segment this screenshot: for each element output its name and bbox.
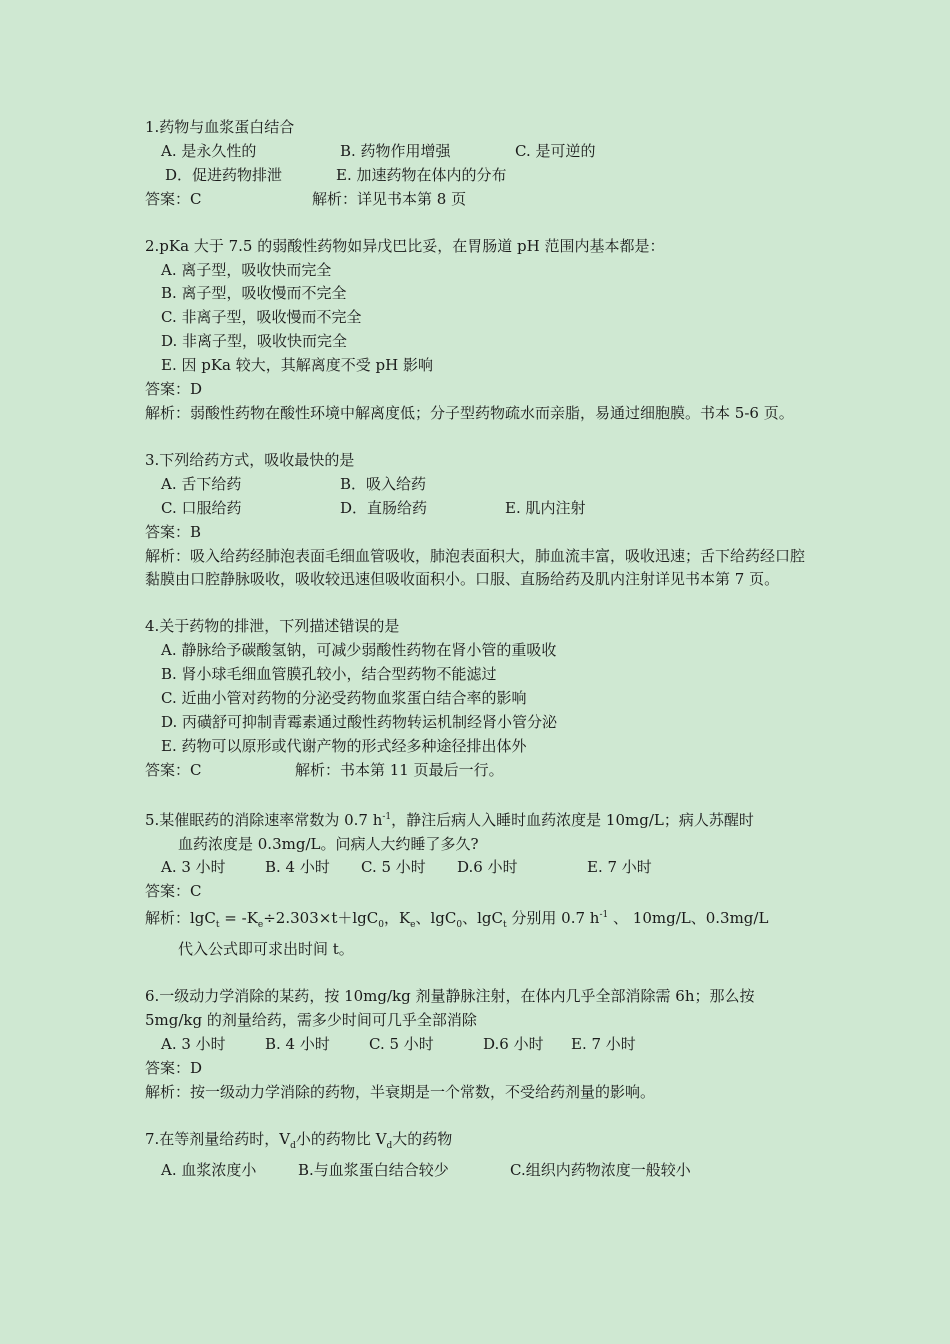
question-1 bbox=[145, 116, 815, 212]
question-6 bbox=[145, 985, 815, 1105]
option-e: E. 7 小时 bbox=[571, 1034, 636, 1053]
option-c: C. 非离子型，吸收慢而不完全 bbox=[161, 308, 362, 327]
question-2 bbox=[145, 235, 815, 426]
analysis: 解析：$\lg C_t = -K_e\div 2.303\times t+\lg C_0$，$K_e$、lgC$_0$、lgC$_t$ 分别用 0.7 $h^{-1}$ 、 10mg/L、0.3mg/L bbox=[145, 909, 769, 931]
question-list bbox=[145, 116, 815, 1205]
answer: 答案：D bbox=[145, 380, 203, 399]
option-row bbox=[145, 497, 815, 521]
question-5 bbox=[145, 806, 815, 962]
option-c: C. 口服给药 bbox=[161, 498, 242, 517]
option-d: D．促进药物排泄 bbox=[165, 165, 283, 184]
option-b: B．吸入给药 bbox=[340, 474, 427, 493]
option-row bbox=[145, 1033, 815, 1057]
option-b: B. 肾小球毛细血管膜孔较小，结合型药物不能滤过 bbox=[161, 665, 497, 684]
analysis-continued: 代入公式即可求出时间 t。 bbox=[178, 940, 354, 959]
question-stem: 7.在等剂量给药时，$V_d$小的药物比 $V_d$大的药物 bbox=[145, 1129, 453, 1151]
question-4 bbox=[145, 615, 815, 782]
question-stem: 1.药物与血浆蛋白结合 bbox=[145, 118, 295, 136]
option-row bbox=[145, 1159, 815, 1183]
option-d: D.6 小时 bbox=[483, 1034, 544, 1053]
option-a: A. 静脉给予碳酸氢钠，可减少弱酸性药物在肾小管的重吸收 bbox=[161, 641, 557, 660]
question-stem: 2.pKa 大于 7.5 的弱酸性药物如异戊巴比妥，在胃肠道 pH 范围内基本都是： bbox=[145, 236, 665, 255]
option-e: E. 7 小时 bbox=[587, 858, 652, 877]
option-row bbox=[145, 164, 815, 188]
option-d: D.6 小时 bbox=[457, 858, 518, 877]
option-c: C. 5 小时 bbox=[369, 1034, 434, 1053]
option-c: C. 5 小时 bbox=[361, 858, 426, 877]
analysis: 解析：按一级动力学消除的药物，半衰期是一个常数，不受给药剂量的影响。 bbox=[145, 1082, 656, 1101]
answer-row bbox=[145, 759, 815, 783]
option-a: A. 血浆浓度小 bbox=[161, 1160, 257, 1179]
analysis: 解析：详见书本第 8 页 bbox=[312, 189, 467, 208]
option-b: B.与血浆蛋白结合较少 bbox=[298, 1160, 449, 1179]
answer: 答案：D bbox=[145, 1058, 203, 1077]
question-stem: 6.一级动力学消除的某药，按 10mg/kg 剂量静脉注射，在体内几乎全部消除需 6h；那么按 5mg/kg 的剂量给药，需多少时间可几乎全部消除 bbox=[145, 987, 755, 1029]
option-row bbox=[145, 140, 815, 164]
question-stem: 4.关于药物的排泄，下列描述错误的是 bbox=[145, 617, 400, 636]
option-a: A. 3 小时 bbox=[161, 858, 226, 877]
option-a: A. 是永久性的 bbox=[161, 141, 257, 160]
option-a: A. 舌下给药 bbox=[161, 474, 242, 493]
option-b: B. 离子型，吸收慢而不完全 bbox=[161, 284, 347, 303]
option-e: E. 加速药物在体内的分布 bbox=[336, 165, 507, 184]
option-d: D. 丙磺舒可抑制青霉素通过酸性药物转运机制经肾小管分泌 bbox=[161, 712, 558, 731]
option-e: E. 因 pKa 较大，其解离度不受 pH 影响 bbox=[161, 356, 433, 375]
analysis: 解析：弱酸性药物在酸性环境中解离度低；分子型药物疏水而亲脂，易通过细胞膜。书本 5-6 页。 bbox=[145, 403, 794, 422]
option-row bbox=[145, 473, 815, 497]
option-e: E. 药物可以原形或代谢产物的形式经多种途径排出体外 bbox=[161, 736, 527, 755]
option-d: D. 非离子型，吸收快而完全 bbox=[161, 332, 348, 351]
question-3 bbox=[145, 449, 815, 592]
option-c: C. 是可逆的 bbox=[515, 141, 596, 160]
option-row bbox=[145, 856, 815, 880]
answer: 答案：C bbox=[145, 189, 202, 208]
question-7 bbox=[145, 1128, 815, 1183]
option-c: C. 近曲小管对药物的分泌受药物血浆蛋白结合率的影响 bbox=[161, 689, 527, 708]
option-c: C.组织内药物浓度一般较小 bbox=[510, 1160, 691, 1179]
answer: 答案：B bbox=[145, 522, 202, 541]
option-e: E. 肌内注射 bbox=[505, 498, 586, 517]
option-b: B. 4 小时 bbox=[265, 1034, 330, 1053]
analysis: 解析：书本第 11 页最后一行。 bbox=[295, 760, 504, 779]
option-b: B. 4 小时 bbox=[265, 858, 330, 877]
question-stem: 3.下列给药方式，吸收最快的是 bbox=[145, 450, 355, 469]
answer: 答案：C bbox=[145, 882, 202, 901]
question-stem: 5.某催眠药的消除速率常数为 0.7 $h^{-1}$，静注后病人入睡时血药浓度是 10mg/L；病人苏醒时 bbox=[145, 810, 754, 829]
option-b: B. 药物作用增强 bbox=[340, 141, 451, 160]
option-a: A. 3 小时 bbox=[161, 1034, 226, 1053]
question-stem-continued: 血药浓度是 0.3mg/L。问病人大约睡了多久? bbox=[178, 834, 479, 853]
analysis: 解析：吸入给药经肺泡表面毛细血管吸收，肺泡表面积大，肺血流丰富，吸收迅速；舌下给药经口腔黏膜由口腔静脉吸收，吸收较迅速但吸收面积小。口服、直肠给药及肌内注射详见书本第 7 页。 bbox=[145, 546, 806, 589]
option-a: A. 离子型，吸收快而完全 bbox=[161, 260, 332, 279]
answer-row bbox=[145, 188, 815, 212]
option-d: D．直肠给药 bbox=[340, 498, 428, 517]
answer: 答案：C bbox=[145, 760, 202, 779]
